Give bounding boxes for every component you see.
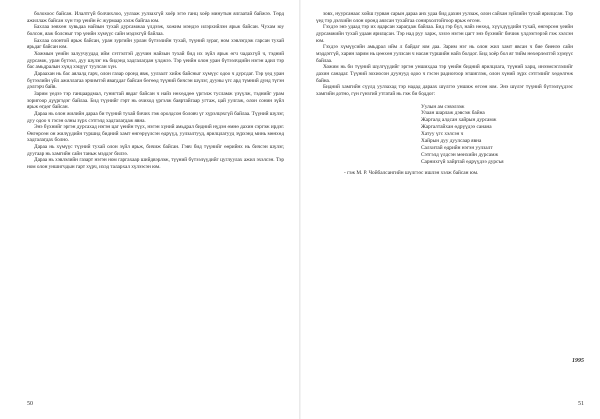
- poem-line: Салхитай өдрийн нэгэн уулзалт: [421, 144, 493, 151]
- poem-line: Сэтгэлд үлдсэн мөнхийн дурсамж: [421, 151, 499, 158]
- right-paragraph-5: Бидний хамгийн сүүлд уулзахад тэр надад дараах шүлгээ уншиж өгсөн юм. Энэ шүлэг түүний бүтээлүүдээс хамгийн дотно, гүн гүнзгий утгатай нь гэж би боддог:: [316, 84, 573, 97]
- right-page-text: [316, 11, 573, 176]
- right-page: [300, 0, 600, 419]
- right-paragraph-2: Гэхдээ энэ удаад тэр их ядарсан харагдаж байлаа. Бид гэр бүл, найз нөхөд, хүүхдүүдийн тухай, өнгөрсөн үеийн дурсамжийн тухай удаан ярилцсан. Тэр над руу харж, хэзээ нэгэн цагт энэ бүхнийг бичиж үлдээгээрэй гэж хэлсэн юм.: [316, 24, 573, 44]
- left-paragraph-6: Зарим үедээ тэр ганцаардмал, гунигтай явдаг байсан ч найз нөхөддөө үргэлж тусламж үзүүлж, тэднийг урам зоригоор дүүргэдэг байлаа. Бид түүнийг гэрт нь очиход үргэлж баяртайгаар угтаж, цай уулгаж, олон сонин зүйл ярьж өгдөг байсан.: [27, 90, 284, 111]
- poem-line: Уулын ам сэвэлзэж: [421, 103, 465, 110]
- poem-line: Хатуу үгс хэлсэн ч: [421, 131, 464, 138]
- left-paragraph-10: Дараа нь хэвлэлийн газарт нэгэн ном гаргахаар шийдвэрлэж, түүний бүтээлүүдийг цуглуулах ажил эхэлсэн. Тэр ном олон уншигчдын гарт хүрч, ихэд талархал хүлээсэн юм.: [27, 157, 284, 171]
- right-paragraph-1: зовх, нуурсанаас хойш гурван сарын дараа анх удаа бид дахин уулзаж, олон сайхан зүйлийн тухай ярилцсан. Тэр үед тэр дэлхийн олон оронд аялсан тухайгаа сонирхолтойгоор ярьж өгсөн.: [316, 11, 573, 24]
- poem-line: Жаргалтайхан өдрүүдээ санана: [421, 124, 492, 131]
- right-paragraph-4: Хожим нь би түүний шүлгүүдийг эргэн уншихдаа тэр үеийн бидний ярилцлага, түүний харц, инээмсэглэлийг дахин санадаг. Түүний зохиосон дуунууд одоо ч гэсэн радиогоор эгшиглэж, олон хүний зүрх сэтгэлийг хөдөлгөж байна.: [316, 64, 573, 84]
- left-paragraph-9: Дараа нь хүмүүс түүний тухай олон зүйл ярьж, бичиж байсан. Гэвч бид түүнийг өөрийнх нь бичсэн шүлэг, дуугаар нь хамгийн сайн таньж мэддэг билээ.: [27, 144, 284, 157]
- left-paragraph-3: Бахлаа олонтой ярьж байсан, уран зургийн урлан бүтээлийн тухай, түүний зураг, ном хэвлэгдэж гарсан тухай ярьдаг байсан юм.: [27, 37, 284, 51]
- poem-block: [421, 104, 573, 166]
- year-signature: 1995: [572, 358, 584, 364]
- left-paragraph-5: Дараахан нь бас аялалд гарч, олон газар оронд явж, уулзалт хийж байсныг хүмүүс одоо ч дурсдаг. Тэр үед уран бүтээлийн үйл ажиллагаа эрчимтэй явагддаг байсан бөгөөд түүний бичсэн шүлэг, дууны үгс ард түмний дунд түгэн дэлгэрч байв.: [27, 70, 284, 91]
- poem-line: Жаргалд алдсан хайрын дурсамж: [421, 117, 497, 124]
- poem-attribution: - гэж М. Р. Чойбалсангийн шүлгээс ишлэн хэлж байсан юм.: [344, 169, 479, 176]
- poem-line: Улаан шарлаж дэвсэж байна: [421, 110, 485, 117]
- left-paragraph-4: Хожмын үеийн залуучуудад ийм сэтгэлтэй дуучин найзын тухай бид их зүйл ярьж өгч чадахгүй ч, тэдний дурсамж, уран бүтээл, дуу шүлэг нь бидэнд хадгалагдан үлджээ. Тэр үеийн олон уран бүтээлчдийн нэгэн адил тэр бас амьдралын хүнд хэцүүг туулсан хүн.: [27, 50, 284, 71]
- left-paragraph-8: Энэ бүхнийг эргэн дурсахад нэгэн цаг үеийн түүх, нэгэн хүний амьдрал бидний нүдэн өмнө дахин сэргэж ирдэг. Өнгөрсөн он жилүүдийн туршид бидний хамт өнгөрүүлсэн өдрүүд, уулзалтууд, ярилцлагууд зүрхэнд минь мөнхөд хадгалагдах болно.: [27, 124, 284, 144]
- left-paragraph-2: Бахлаа зөвхөн хувьдаа найзын тухай дурсамжаа үлдээж, хожим мэндээ илэрхийлэн ярьж байсан. Чухам юу болсон, яаж болсныг тэр үеийн хүмүүс сайн мэдэхгүй байлаа.: [27, 24, 284, 37]
- left-paragraph-7: Дараа нь олон жилийн дараа би түүний тухай бичих гэж оролдсон боловч үг хүрэлцэхгүй байлаа. Түүний шүлэг, дуу одоо ч гэсэн олны зүрх сэтгэлд хадгалагдаж явна.: [27, 110, 284, 124]
- right-paragraph-3: Гэхдээ хүмүүсийн амьдрал ийм л байдаг юм даа. Зарим нэг нь олон жил хамт явсан ч бие биенээ сайн мэддэггүй, харин зарим нь цөөхөн уулзсан ч насан туршийн найз болдог. Бид хоёр бол яг тийм нөхөрлөлтэй хүмүүс байлаа.: [316, 44, 573, 64]
- left-page-text: [27, 11, 284, 171]
- poem-line: Сарнихгүй хайртай өдрүүдээ дурсъя: [421, 158, 504, 165]
- left-paragraph-1: болохоос байсан. Илалтгүй болчихлоо, уулзаж уулзахгүй хоёр эгээ ганц хоёр минутын ялгаатай байжээ. Төрд ажиллаж байсан хүн тэр үеийн ёс журмаар хэлж байгаа юм.: [27, 11, 284, 24]
- left-page-number: 50: [27, 401, 33, 407]
- right-page-number: 51: [578, 401, 584, 407]
- poem-line: Хайрын дуу дуулсаар явна: [421, 138, 482, 145]
